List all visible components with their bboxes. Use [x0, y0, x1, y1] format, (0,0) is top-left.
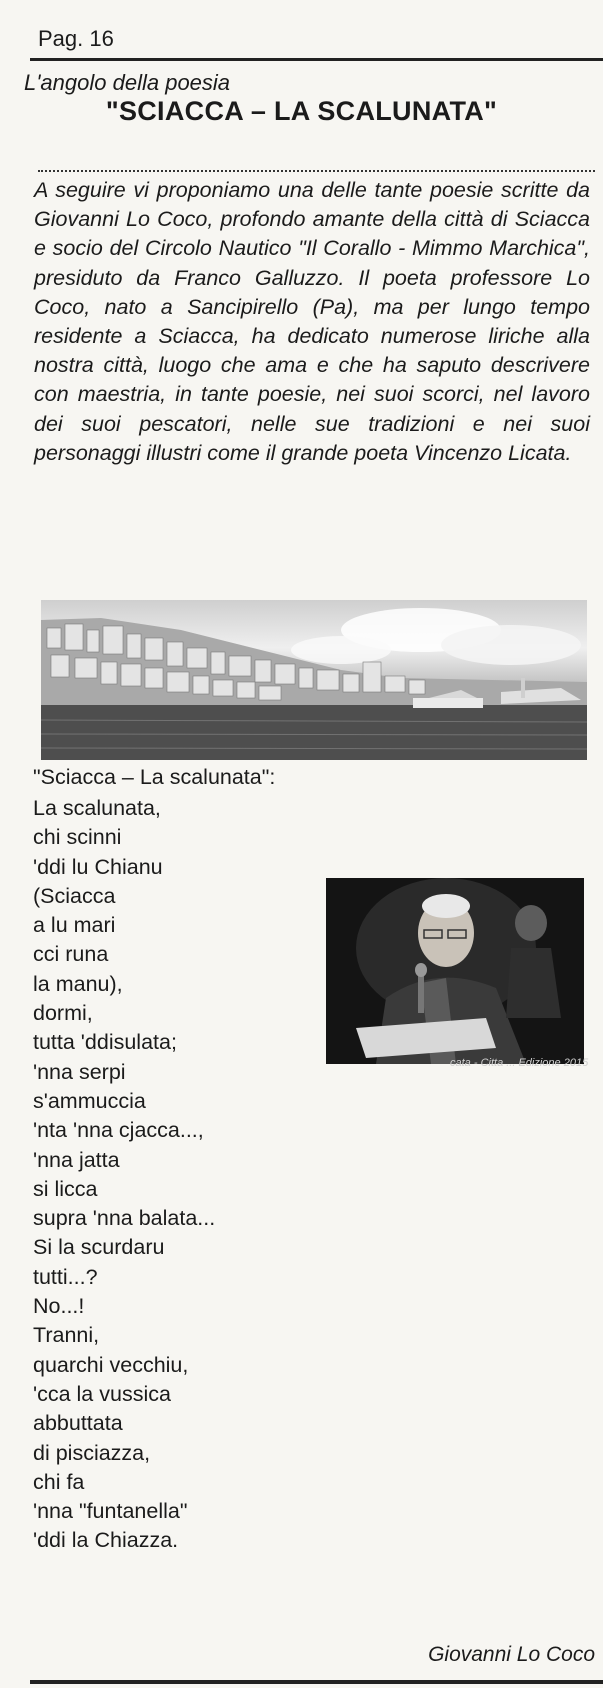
poem-line: quarchi vecchiu, [33, 1352, 189, 1377]
poem-line: si licca [33, 1176, 98, 1201]
poem-line: 'ddi la Chiazza. [33, 1528, 179, 1553]
author-signature: Giovanni Lo Coco [428, 1643, 595, 1666]
photo-caption: cata - Citta ... Edizione 2015 [450, 1057, 589, 1069]
poem-line: abbuttata [33, 1411, 123, 1436]
poem-line: a lu mari [33, 913, 116, 938]
poem-line: di pisciazza, [33, 1440, 151, 1465]
intro-paragraph: A seguire vi proponiamo una delle tante poesie scritte da Giovanni Lo Coco, profondo amante della città di Sciacca e socio del Circolo Nautico "Il Corallo - Mimmo Marchica", presiduto da Franco Galluzzo. Il poeta professore Lo Coco, nato a Sancipirello (Pa), ma per lungo tempo residente a Sciacca, ha dedicato numerose liriche alla nostra città, luogo che ama e che ha saputo descrivere con maestria, in tante poesie, nei suoi scorci, nel lavoro dei suoi pescatori, nelle sue tradizioni e nei suoi personaggi illustri come il grande poeta Vincenzo Licata. [34, 178, 590, 465]
poem-title: "Sciacca – La scalunata": [33, 765, 276, 789]
poem-line: tutti...? [33, 1264, 98, 1289]
poem-line: cci runa [33, 942, 109, 967]
poem-line: 'cca la vussica [33, 1381, 171, 1406]
poem-lines [33, 794, 215, 1556]
article-title: "SCIACCA – LA SCALUNATA" [105, 96, 498, 126]
poem-line: 'nna serpi [33, 1059, 126, 1084]
poem-line: La scalunata, [33, 796, 161, 820]
poem-line: chi fa [33, 1469, 85, 1494]
bottom-rule [30, 1680, 603, 1684]
section-heading: L'angolo della poesia [24, 70, 231, 95]
poem-line: Si la scurdaru [33, 1235, 165, 1260]
panorama-drawing [41, 600, 587, 760]
page-number: Pag. 16 [38, 26, 114, 51]
top-rule [30, 58, 603, 61]
poem-line: supra 'nna balata... [33, 1206, 216, 1231]
poet-drawing [326, 878, 584, 1064]
poem-line: Tranni, [33, 1323, 100, 1348]
poem-line: 'nta 'nna cjacca..., [33, 1118, 204, 1143]
poem-line: la manu), [33, 971, 123, 996]
poem-line: chi scinni [33, 825, 122, 850]
poem-line: 'ddi lu Chianu [33, 854, 163, 879]
poem-line: (Sciacca [33, 883, 116, 908]
poet-reading-photo [326, 878, 584, 1064]
poem-line: s'ammuccia [33, 1088, 146, 1113]
sciacca-panorama-photo [41, 600, 587, 760]
poem-line: 'nna jatta [33, 1147, 120, 1172]
poem-line: dormi, [33, 1001, 93, 1026]
poem-line: tutta 'ddisulata; [33, 1030, 177, 1055]
poem-line: No...! [33, 1294, 85, 1319]
dotted-divider [38, 170, 595, 172]
poem-line: 'nna "funtanella" [33, 1499, 188, 1524]
